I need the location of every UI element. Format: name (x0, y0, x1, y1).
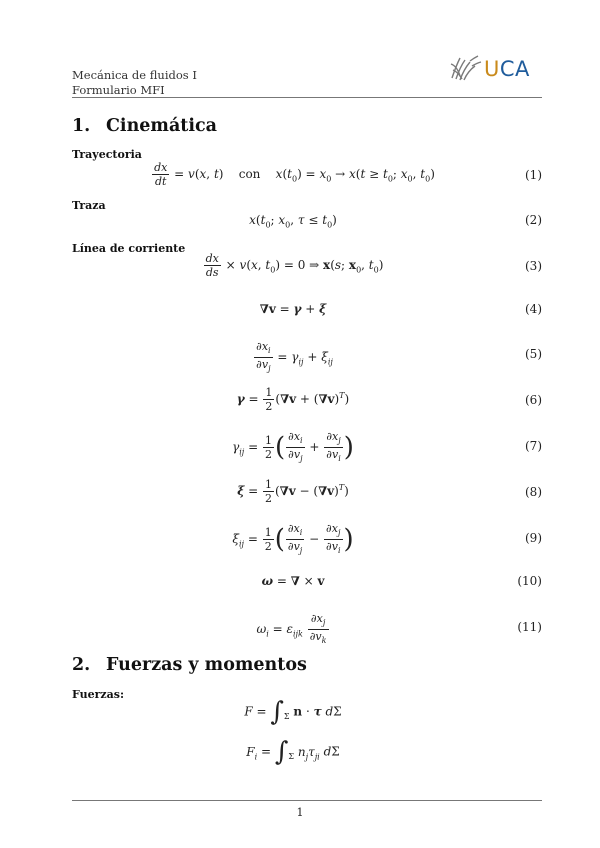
subheading-fuerzas: Fuerzas: (72, 688, 125, 701)
equation-number: (5) (525, 347, 542, 361)
course-name: Mecánica de fluidos I (72, 68, 197, 82)
section-title: Fuerzas y momentos (106, 655, 307, 675)
equation-force: $F = \int_\Sigma$ n · τ dΣ (244, 697, 342, 727)
equation-number: (10) (517, 574, 542, 588)
equation-number: (4) (525, 302, 542, 316)
equation-2: $x(t_0$; $x_0$, $\tau \le t_0$) (249, 213, 337, 230)
equation-4: ∇v = γ + ξ (259, 302, 327, 316)
equation-5: $\frac{\partial x_i}{\partial v_j}$ = $\gamma_{ij} + \xi_{ij}$ (256, 340, 333, 374)
equation-number: (3) (525, 259, 542, 273)
equation-3: $\frac{dx}{ds}$ × v(x, $t_0) = 0$ ⇒ x(s; $x_0$, $t_0$) (205, 252, 384, 279)
subheading-linea-de-corriente: Línea de corriente (72, 242, 186, 255)
equation-force-components: $F_i = \int_\Sigma$ $n_j\tau_{ji}$ dΣ (246, 737, 340, 767)
subheading-trayectoria: Trayectoria (72, 148, 142, 161)
equation-7: $\gamma_{ij}$ = $\frac{1}{2}$ ( $\frac{\partial x_i}{\partial v_j}$ + $\frac{\partial x_j}{\partial v_i}$ ) (232, 430, 354, 464)
equation-number: (2) (525, 213, 542, 227)
equation-8: ξ = $\frac{1}{2}$ $(\nabla v - (\nabla v)^T)$ (237, 478, 349, 505)
header-rule (72, 97, 542, 98)
connector-text: con (238, 167, 261, 181)
logo-letters-ca: CA (499, 57, 530, 81)
running-header (72, 68, 197, 98)
section-number: 1. (72, 116, 91, 136)
document-name: Formulario MFI (72, 83, 165, 97)
section-title: Cinemática (106, 116, 218, 136)
equation-6: γ = $\frac{1}{2}$ $(\nabla v + (\nabla v)^T)$ (236, 386, 350, 413)
logo-text (484, 57, 530, 81)
section-heading (72, 655, 307, 675)
page-number: 1 (296, 806, 304, 819)
equation-10: ω = ∇ × v (261, 574, 325, 588)
equation-1: $\frac{dx}{dt}$ = v(x, t) con $x(t_0) = x_0 \to x(t \ge t_0$; $x_0$, $t_0$) (154, 161, 435, 188)
footer-rule (72, 800, 542, 801)
subheading-traza: Traza (72, 199, 106, 212)
equation-11: $\omega_i = \varepsilon_{ijk}$ $\frac{\partial x_j}{\partial v_k}$ (256, 612, 327, 646)
logo-letter-u: U (484, 57, 500, 81)
equation-9: $\xi_{ij}$ = $\frac{1}{2}$ ( $\frac{\partial x_i}{\partial v_j}$ − $\frac{\partial x_j}{\partial v_i}$ ) (232, 522, 354, 556)
equation-number: (7) (525, 439, 542, 453)
equation-number: (1) (525, 168, 542, 182)
section-heading (72, 116, 217, 136)
equation-number: (8) (525, 485, 542, 499)
equation-number: (11) (517, 620, 542, 634)
equation-number: (9) (525, 531, 542, 545)
equation-number: (6) (525, 393, 542, 407)
section-number: 2. (72, 655, 91, 675)
